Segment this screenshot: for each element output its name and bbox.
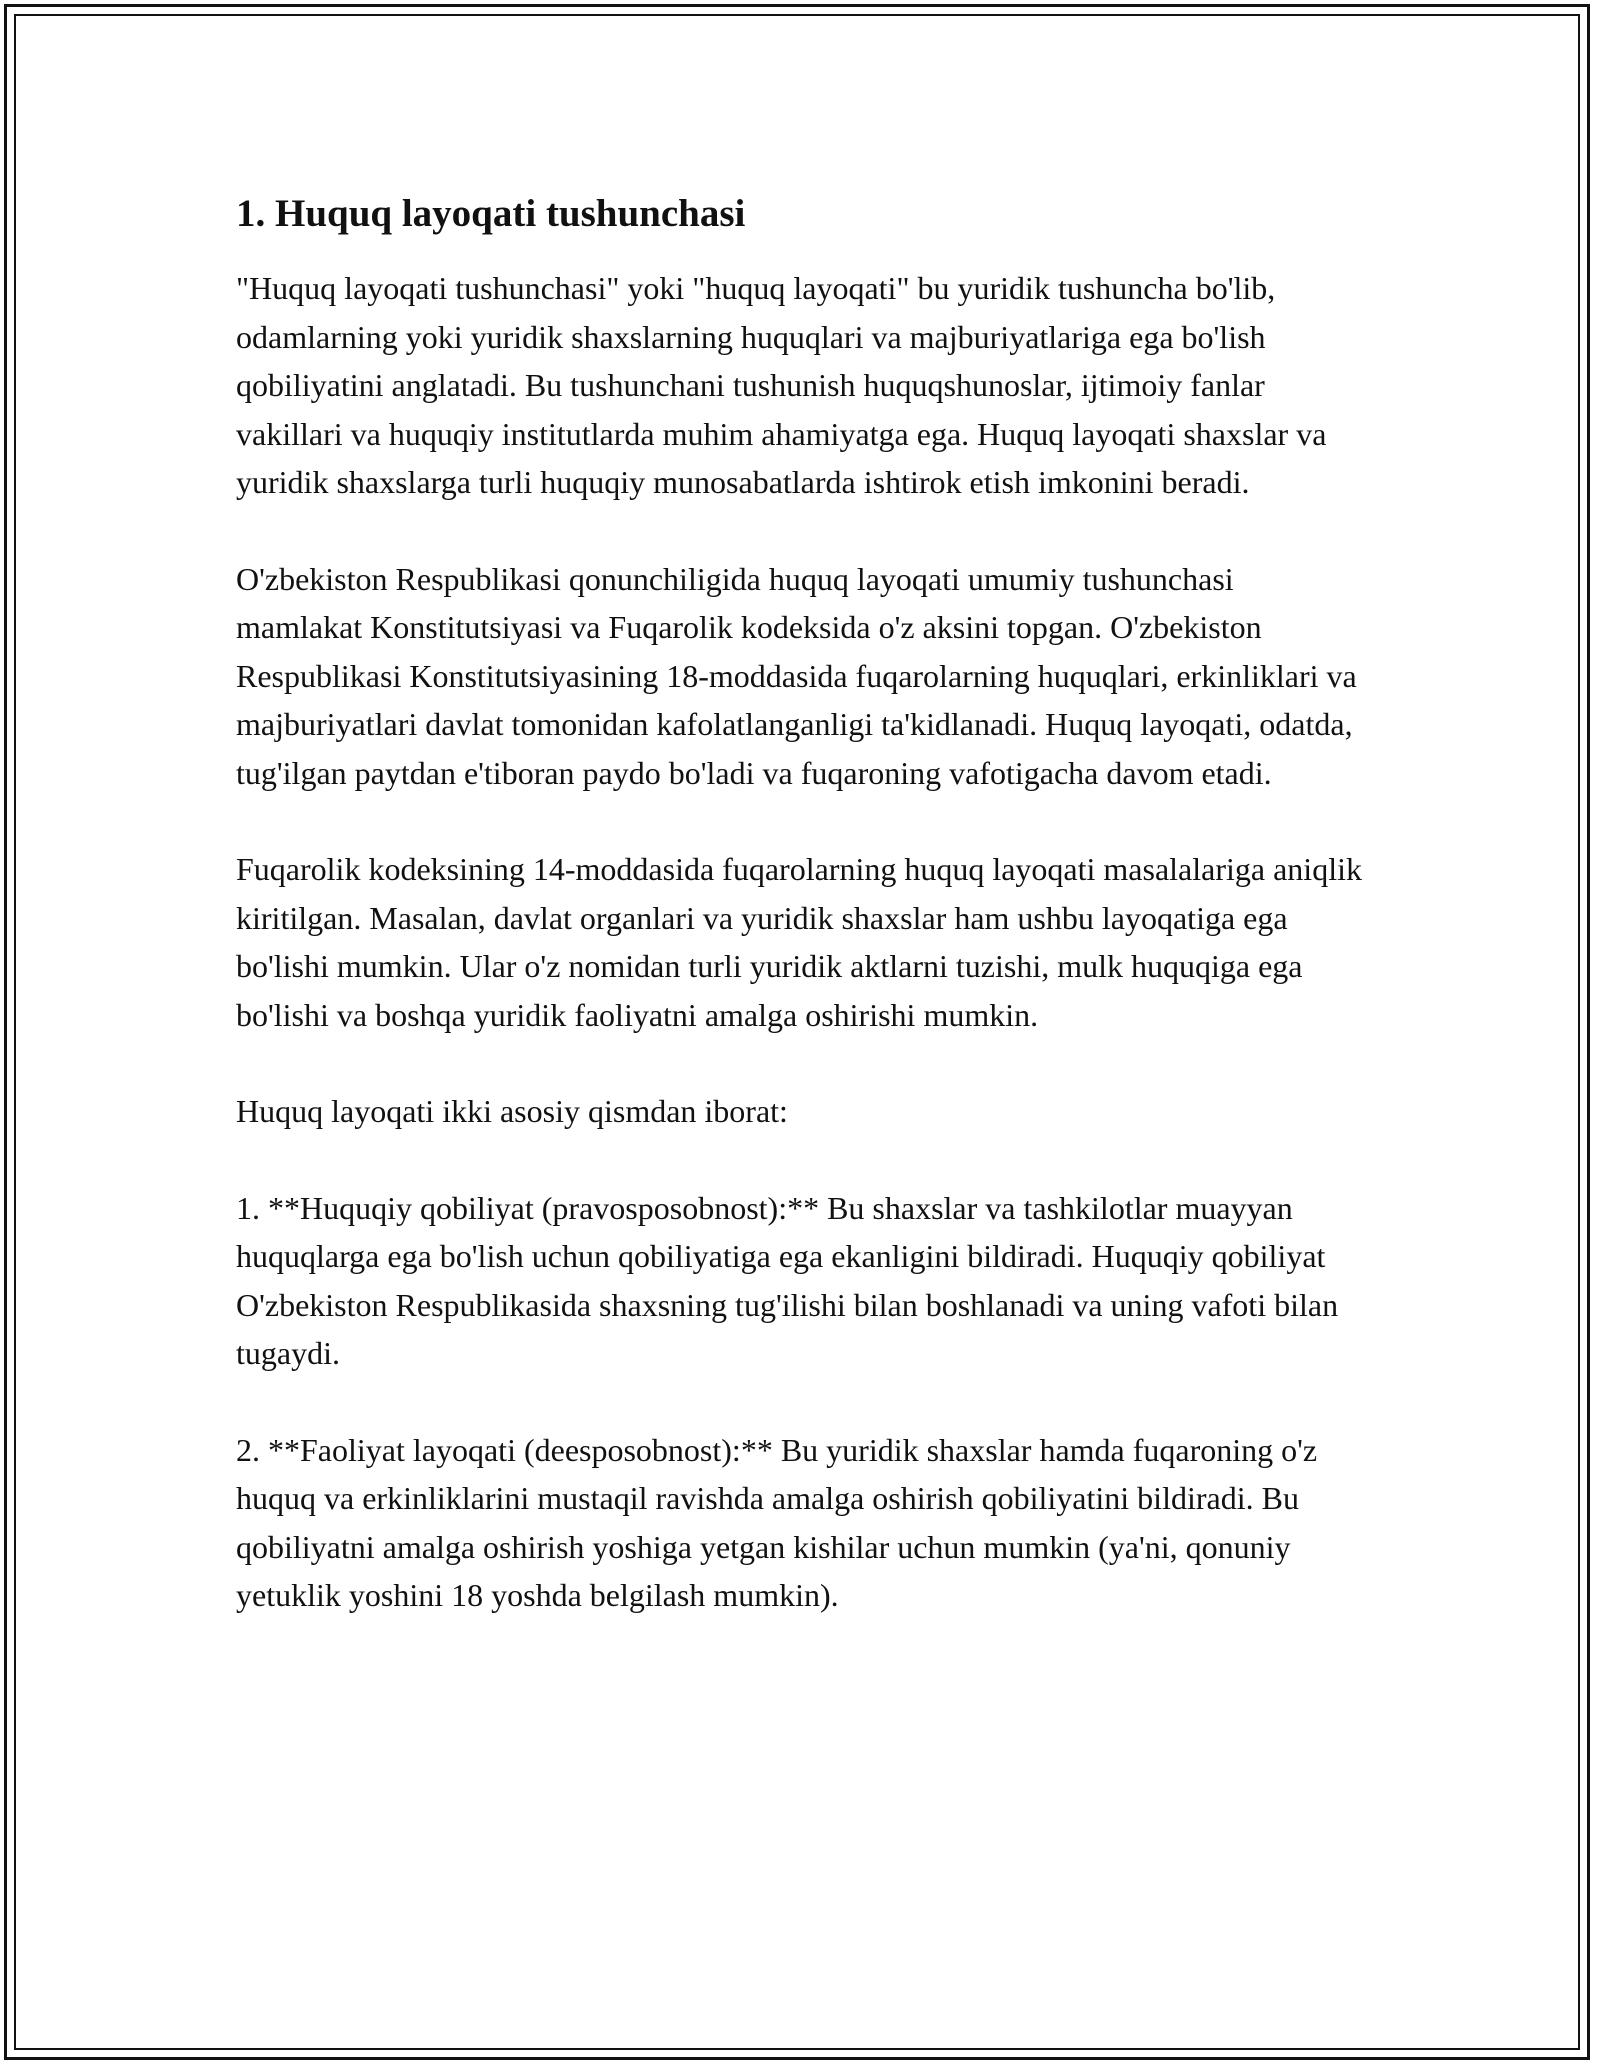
list-item-legal-capacity: 1. **Huquqiy qobiliyat (pravosposobnost):** Bu shaxslar va tashkilotlar muayyan huquqlarga ega bo'lish uchun qobiliyatiga ega ekanligini bildiradi. Huquqiy qobiliyat O'zbekiston Respublikasida shaxsning tug'ilishi bilan boshlanadi va uning vafoti bilan tugaydi. xyxy=(236,1189,1339,1371)
paragraph-legislation: O'zbekiston Respublikasi qonunchiligida huquq layoqati umumiy tushunchasi mamlakat Konstitutsiyasi va Fuqarolik kodeksida o'z aksini topgan. O'zbekiston Respublikasi Konstitutsiyasining 18-moddasida fuqarolarning huquqlari, erkinliklari va majburiyatlari davlat tomonidan kafolatlanganligi ta'kidlanadi. Huquq layoqati, odatda, tug'ilgan paytdan e'tiboran paydo bo'ladi va fuqaroning vafotigacha davom etadi. xyxy=(236,560,1357,791)
section-heading: 1. Huquq layoqati tushunchasi xyxy=(236,192,746,235)
list-item-active-capacity: 2. **Faoliyat layoqati (deesposobnost):** Bu yuridik shaxslar hamda fuqaroning o'z huquq va erkinliklarini mustaqil ravishda amalga oshirish qobiliyatini bildiradi. Bu qobiliyatni amalga oshirish yoshiga yetgan kishilar uchun mumkin (ya'ni, qonuniy yetuklik yoshini 18 yoshda belgilash mumkin). xyxy=(236,1431,1318,1613)
paragraph-parts-intro: Huquq layoqati ikki asosiy qismdan iborat: xyxy=(236,1093,788,1129)
document-body xyxy=(236,184,1366,1668)
paragraph-civil-code: Fuqarolik kodeksining 14-moddasida fuqarolarning huquq layoqati masalalariga aniqlik kiritilgan. Masalan, davlat organlari va yuridik shaxslar ham ushbu layoqatiga ega bo'lishi mumkin. Ular o'z nomidan turli yuridik aktlarni tuzishi, mulk huquqiga ega bo'lishi va boshqa yuridik faoliyatni amalga oshirishi mumkin. xyxy=(236,851,1362,1033)
paragraph-definition: "Huquq layoqati tushunchasi" yoki "huquq layoqati" bu yuridik tushuncha bo'lib, odamlarning yoki yuridik shaxslarning huquqlari va majburiyatlariga ega bo'lish qobiliyatini anglatadi. Bu tushunchani tushunish huquqshunoslar, ijtimoiy fanlar vakillari va huquqiy institutlarda muhim ahamiyatga ega. Huquq layoqati shaxslar va yuridik shaxslarga turli huquqiy munosabatlarda ishtirok etish imkonini beradi. xyxy=(236,270,1327,500)
